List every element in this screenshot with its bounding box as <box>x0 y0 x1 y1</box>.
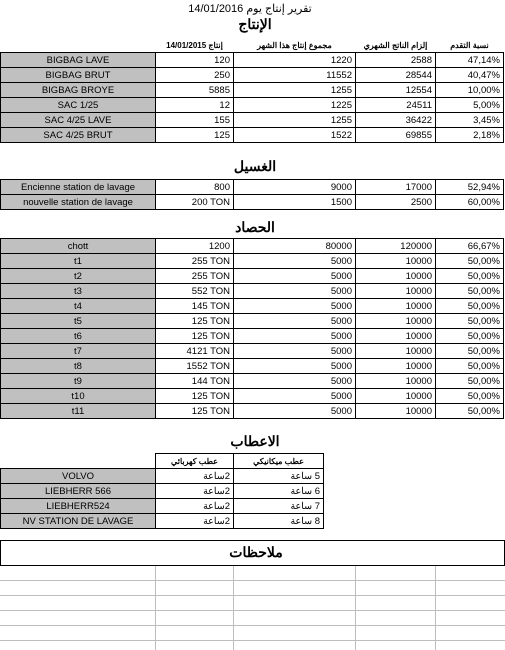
target-value-cell[interactable]: 2500 <box>356 195 436 210</box>
mechanical-value-cell[interactable]: 8 ساعة <box>234 514 324 529</box>
target-value-cell[interactable]: 36422 <box>356 113 436 128</box>
target-value-cell[interactable]: 10000 <box>356 404 436 419</box>
day-value-cell[interactable]: 552 TON <box>156 284 234 299</box>
day-value-cell[interactable]: 125 <box>156 128 234 143</box>
target-value-cell[interactable]: 24511 <box>356 98 436 113</box>
target-value-cell[interactable]: 10000 <box>356 299 436 314</box>
pct-value-cell[interactable]: 5,00% <box>436 98 504 113</box>
electrical-value-cell[interactable]: 2ساعة <box>156 484 234 499</box>
month-value-cell[interactable]: 5000 <box>234 269 356 284</box>
row-label-cell[interactable]: nouvelle station de lavage <box>1 195 156 210</box>
target-value-cell[interactable]: 10000 <box>356 269 436 284</box>
production-title: الإنتاج <box>238 16 272 32</box>
table-row <box>1 499 324 514</box>
row-label-cell[interactable]: t8 <box>1 359 156 374</box>
header-mechanical: عطب ميكانيكي <box>234 454 324 469</box>
washing-table <box>0 179 504 210</box>
pct-value-cell[interactable]: 50,00% <box>436 284 504 299</box>
header-pct: نسبة التقدم <box>436 38 504 53</box>
month-value-cell[interactable]: 1522 <box>234 128 356 143</box>
sheet-gridline <box>0 640 505 641</box>
day-value-cell[interactable]: 200 TON <box>156 195 234 210</box>
sheet-gridline <box>0 625 505 626</box>
row-label-cell[interactable]: t6 <box>1 329 156 344</box>
table-row <box>1 284 504 299</box>
month-value-cell[interactable]: 11552 <box>234 68 356 83</box>
breakdowns-body <box>1 469 324 529</box>
table-row <box>1 404 504 419</box>
header-electrical: عطب كهربائي <box>156 454 234 469</box>
target-value-cell[interactable]: 10000 <box>356 329 436 344</box>
pct-value-cell[interactable]: 50,00% <box>436 254 504 269</box>
day-value-cell[interactable]: 120 <box>156 53 234 68</box>
production-table <box>0 38 504 143</box>
pct-value-cell[interactable]: 50,00% <box>436 329 504 344</box>
target-value-cell[interactable]: 2588 <box>356 53 436 68</box>
month-value-cell[interactable]: 1255 <box>234 83 356 98</box>
month-value-cell[interactable]: 5000 <box>234 344 356 359</box>
month-value-cell[interactable]: 5000 <box>234 299 356 314</box>
pct-value-cell[interactable]: 50,00% <box>436 344 504 359</box>
row-label-cell[interactable]: BIGBAG LAVE <box>1 53 156 68</box>
row-label-cell[interactable]: LIEBHERR524 <box>1 499 156 514</box>
month-value-cell[interactable]: 1500 <box>234 195 356 210</box>
sheet-gridline <box>435 566 436 650</box>
day-value-cell[interactable]: 1552 TON <box>156 359 234 374</box>
pct-value-cell[interactable]: 10,00% <box>436 83 504 98</box>
month-value-cell[interactable]: 9000 <box>234 180 356 195</box>
table-row <box>1 314 504 329</box>
target-value-cell[interactable]: 17000 <box>356 180 436 195</box>
header-day: إنتاج 14/01/2015 <box>156 38 234 53</box>
target-value-cell[interactable]: 10000 <box>356 314 436 329</box>
month-value-cell[interactable]: 1220 <box>234 53 356 68</box>
report-title: تقرير إنتاج يوم 14/01/2016 <box>188 3 312 15</box>
target-value-cell[interactable]: 28544 <box>356 68 436 83</box>
row-label-cell[interactable]: t1 <box>1 254 156 269</box>
day-value-cell[interactable]: 255 TON <box>156 269 234 284</box>
notes-title: ملاحظات <box>229 544 283 560</box>
row-label-cell[interactable]: SAC 1/25 <box>1 98 156 113</box>
table-row <box>1 53 504 68</box>
table-row <box>1 254 504 269</box>
row-label-cell[interactable]: t5 <box>1 314 156 329</box>
row-label-cell[interactable]: t11 <box>1 404 156 419</box>
row-label-cell[interactable]: VOLVO <box>1 469 156 484</box>
month-value-cell[interactable]: 80000 <box>234 239 356 254</box>
month-value-cell[interactable]: 5000 <box>234 284 356 299</box>
pct-value-cell[interactable]: 40,47% <box>436 68 504 83</box>
table-row <box>1 98 504 113</box>
pct-value-cell[interactable]: 50,00% <box>436 299 504 314</box>
header-empty <box>1 38 156 53</box>
day-value-cell[interactable]: 145 TON <box>156 299 234 314</box>
target-value-cell[interactable]: 12554 <box>356 83 436 98</box>
pct-value-cell[interactable]: 50,00% <box>436 389 504 404</box>
table-row <box>1 83 504 98</box>
header-target: إلزام الناتج الشهري <box>356 38 436 53</box>
table-row <box>1 128 504 143</box>
row-label-cell[interactable]: Encienne station de lavage <box>1 180 156 195</box>
table-row <box>1 344 504 359</box>
day-value-cell[interactable]: 4121 TON <box>156 344 234 359</box>
pct-value-cell[interactable]: 50,00% <box>436 374 504 389</box>
pct-value-cell[interactable]: 52,94% <box>436 180 504 195</box>
mechanical-value-cell[interactable]: 6 ساعة <box>234 484 324 499</box>
month-value-cell[interactable]: 5000 <box>234 359 356 374</box>
row-label-cell[interactable]: SAC 4/25 BRUT <box>1 128 156 143</box>
washing-body <box>1 180 504 210</box>
day-value-cell[interactable]: 144 TON <box>156 374 234 389</box>
breakdowns-header-row <box>1 454 324 469</box>
production-header-row <box>1 38 504 53</box>
table-row <box>1 269 504 284</box>
harvest-table <box>0 238 504 419</box>
sheet-gridline <box>0 595 505 596</box>
table-row <box>1 469 324 484</box>
notes-box <box>0 540 505 566</box>
table-row <box>1 299 504 314</box>
pct-value-cell[interactable]: 66,67% <box>436 239 504 254</box>
production-body <box>1 53 504 143</box>
electrical-value-cell[interactable]: 2ساعة <box>156 469 234 484</box>
row-label-cell[interactable]: NV STATION DE LAVAGE <box>1 514 156 529</box>
day-value-cell[interactable]: 250 <box>156 68 234 83</box>
table-row <box>1 68 504 83</box>
table-row <box>1 359 504 374</box>
day-value-cell[interactable]: 12 <box>156 98 234 113</box>
breakdowns-title: الاعطاب <box>230 433 280 449</box>
target-value-cell[interactable]: 10000 <box>356 359 436 374</box>
row-label-cell[interactable]: t9 <box>1 374 156 389</box>
day-value-cell[interactable]: 125 TON <box>156 329 234 344</box>
washing-title: الغسيل <box>233 158 277 174</box>
day-value-cell[interactable]: 125 TON <box>156 404 234 419</box>
table-row <box>1 484 324 499</box>
row-label-cell[interactable]: t2 <box>1 269 156 284</box>
mechanical-value-cell[interactable]: 7 ساعة <box>234 499 324 514</box>
row-label-cell[interactable]: BIGBAG BROYE <box>1 83 156 98</box>
header-month: مجموع إنتاج هذا الشهر <box>234 38 356 53</box>
pct-value-cell[interactable]: 2,18% <box>436 128 504 143</box>
pct-value-cell[interactable]: 3,45% <box>436 113 504 128</box>
day-value-cell[interactable]: 125 TON <box>156 389 234 404</box>
pct-value-cell[interactable]: 50,00% <box>436 359 504 374</box>
table-row <box>1 329 504 344</box>
mechanical-value-cell[interactable]: 5 ساعة <box>234 469 324 484</box>
sheet-gridline <box>0 580 505 581</box>
pct-value-cell[interactable]: 50,00% <box>436 269 504 284</box>
pct-value-cell[interactable]: 60,00% <box>436 195 504 210</box>
row-label-cell[interactable]: t4 <box>1 299 156 314</box>
target-value-cell[interactable]: 10000 <box>356 374 436 389</box>
table-row <box>1 113 504 128</box>
electrical-value-cell[interactable]: 2ساعة <box>156 499 234 514</box>
target-value-cell[interactable]: 10000 <box>356 389 436 404</box>
month-value-cell[interactable]: 1225 <box>234 98 356 113</box>
month-value-cell[interactable]: 5000 <box>234 254 356 269</box>
month-value-cell[interactable]: 5000 <box>234 389 356 404</box>
day-value-cell[interactable]: 800 <box>156 180 234 195</box>
table-row <box>1 514 324 529</box>
row-label-cell[interactable]: t7 <box>1 344 156 359</box>
month-value-cell[interactable]: 5000 <box>234 329 356 344</box>
sheet-gridline <box>0 610 505 611</box>
day-value-cell[interactable]: 125 TON <box>156 314 234 329</box>
table-row <box>1 389 504 404</box>
target-value-cell[interactable]: 10000 <box>356 254 436 269</box>
electrical-value-cell[interactable]: 2ساعة <box>156 514 234 529</box>
day-value-cell[interactable]: 1200 <box>156 239 234 254</box>
day-value-cell[interactable]: 255 TON <box>156 254 234 269</box>
sheet-gridline <box>355 566 356 650</box>
pct-value-cell[interactable]: 50,00% <box>436 404 504 419</box>
table-row <box>1 180 504 195</box>
pct-value-cell[interactable]: 47,14% <box>436 53 504 68</box>
harvest-title: الحصاد <box>235 219 275 235</box>
header-empty <box>1 454 156 469</box>
month-value-cell[interactable]: 1255 <box>234 113 356 128</box>
row-label-cell[interactable]: BIGBAG BRUT <box>1 68 156 83</box>
breakdowns-table <box>0 453 324 529</box>
row-label-cell[interactable]: chott <box>1 239 156 254</box>
pct-value-cell[interactable]: 50,00% <box>436 314 504 329</box>
target-value-cell[interactable]: 120000 <box>356 239 436 254</box>
target-value-cell[interactable]: 10000 <box>356 284 436 299</box>
table-row <box>1 239 504 254</box>
day-value-cell[interactable]: 5885 <box>156 83 234 98</box>
month-value-cell[interactable]: 5000 <box>234 314 356 329</box>
row-label-cell[interactable]: t3 <box>1 284 156 299</box>
target-value-cell[interactable]: 10000 <box>356 344 436 359</box>
table-row <box>1 195 504 210</box>
sheet-gridline <box>155 566 156 650</box>
sheet-gridline <box>233 566 234 650</box>
month-value-cell[interactable]: 5000 <box>234 404 356 419</box>
table-row <box>1 374 504 389</box>
harvest-body <box>1 239 504 419</box>
day-value-cell[interactable]: 155 <box>156 113 234 128</box>
row-label-cell[interactable]: LIEBHERR 566 <box>1 484 156 499</box>
month-value-cell[interactable]: 5000 <box>234 374 356 389</box>
row-label-cell[interactable]: SAC 4/25 LAVE <box>1 113 156 128</box>
target-value-cell[interactable]: 69855 <box>356 128 436 143</box>
row-label-cell[interactable]: t10 <box>1 389 156 404</box>
